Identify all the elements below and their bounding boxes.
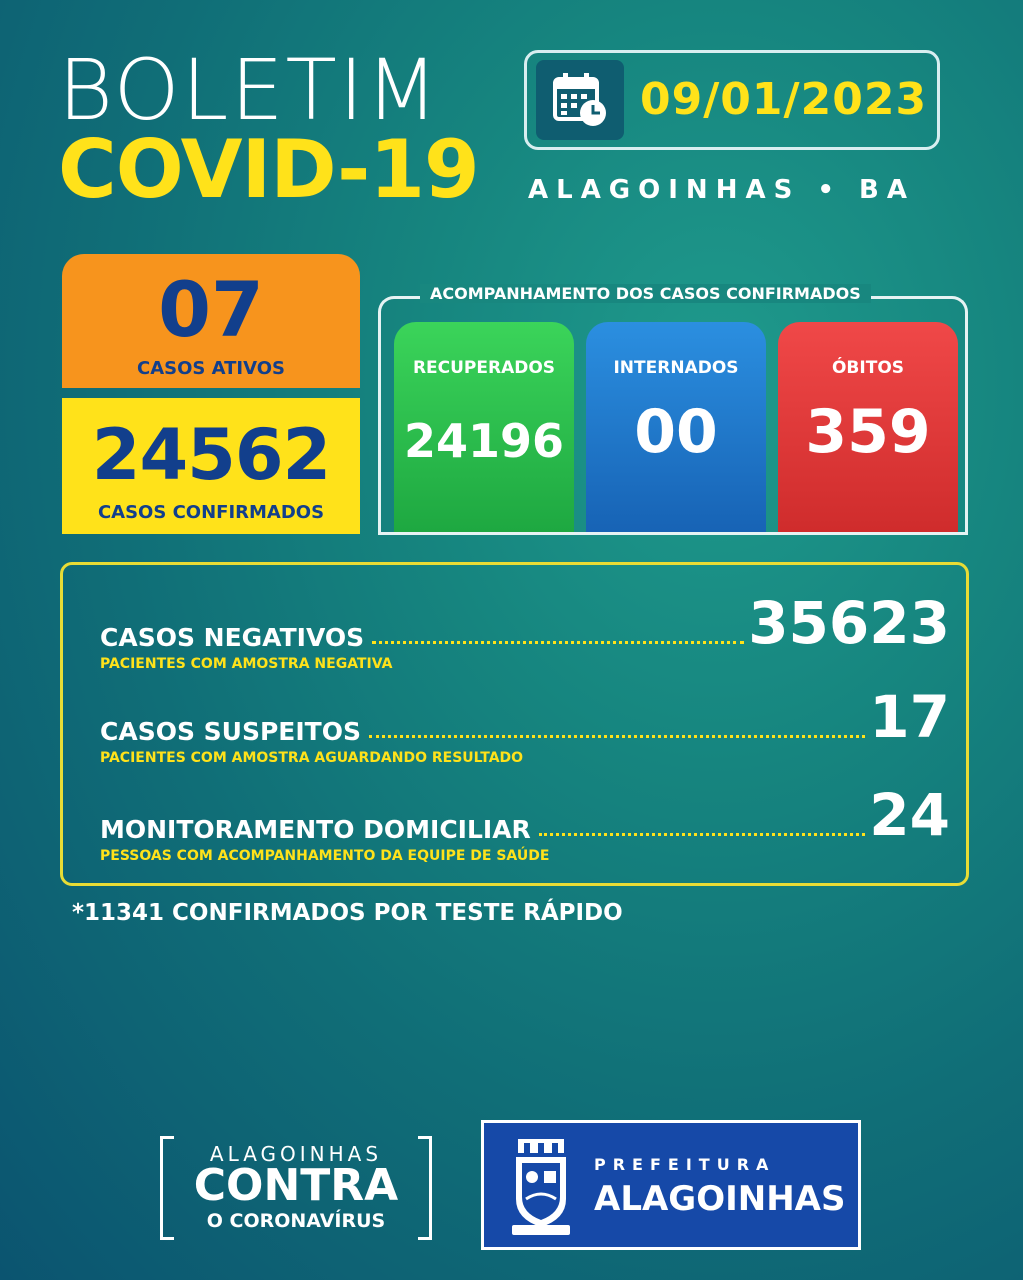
recovered-value: 24196 [403,414,565,468]
title-covid: COVID-19 [58,123,479,216]
active-cases-label: CASOS ATIVOS [136,358,286,379]
hospitalized-value: 00 [634,397,718,467]
home-monitoring-subtitle: PESSOAS COM ACOMPANHAMENTO DA EQUIPE DE SAÚDE [100,848,550,864]
hospitalized-label: INTERNADOS [613,358,739,378]
campaign-line2: CONTRA [193,1160,399,1211]
campaign-line3: O CORONAVÍRUS [206,1210,386,1232]
suspects-subtitle: PACIENTES COM AMOSTRA AGUARDANDO RESULTADO [100,750,524,766]
tracking-title: ACOMPANHAMENTO DOS CASOS CONFIRMADOS [420,284,871,303]
campaign-line1: ALAGOINHAS [209,1142,383,1166]
negatives-label: CASOS NEGATIVOS [100,623,365,652]
suspects-row [100,683,950,766]
recovered-card [394,322,574,532]
tracking-frame-base [378,532,968,535]
home-monitoring-value: 24 [869,781,950,849]
bulletin-date: 09/01/2023 [640,74,928,125]
leader-dots [369,735,865,738]
deaths-label: ÓBITOS [831,358,905,378]
active-cases-value: 07 [158,265,264,354]
negatives-subtitle: PACIENTES COM AMOSTRA NEGATIVA [100,656,393,672]
campaign-logo [160,1136,432,1242]
home-monitoring-row [100,781,950,864]
city-crest-icon [508,1137,574,1237]
rapid-test-note: *11341 CONFIRMADOS POR TESTE RÁPIDO [72,900,623,926]
leader-dots [539,833,865,836]
home-monitoring-label: MONITORAMENTO DOMICILIAR [100,815,531,844]
hospitalized-card [586,322,766,532]
negatives-row [100,589,950,672]
title-boletim: BOLETIM [58,41,441,139]
prefeitura-line1: PREFEITURA [594,1155,776,1174]
confirmed-cases-value: 24562 [91,414,331,496]
confirmed-cases-label: CASOS CONFIRMADOS [97,502,325,523]
city-label: ALAGOINHAS • BA [528,175,915,205]
suspects-value: 17 [869,683,950,751]
calendar-clock-icon [536,60,624,140]
leader-dots [372,641,744,644]
prefeitura-logo [481,1120,861,1250]
suspects-label: CASOS SUSPEITOS [100,717,361,746]
deaths-card [778,322,958,532]
deaths-value: 359 [805,397,931,467]
negatives-value: 35623 [748,589,950,657]
confirmed-cases-panel [62,398,360,534]
prefeitura-line2: ALAGOINHAS [594,1179,846,1219]
recovered-label: RECUPERADOS [412,358,556,378]
active-cases-panel [62,254,360,388]
